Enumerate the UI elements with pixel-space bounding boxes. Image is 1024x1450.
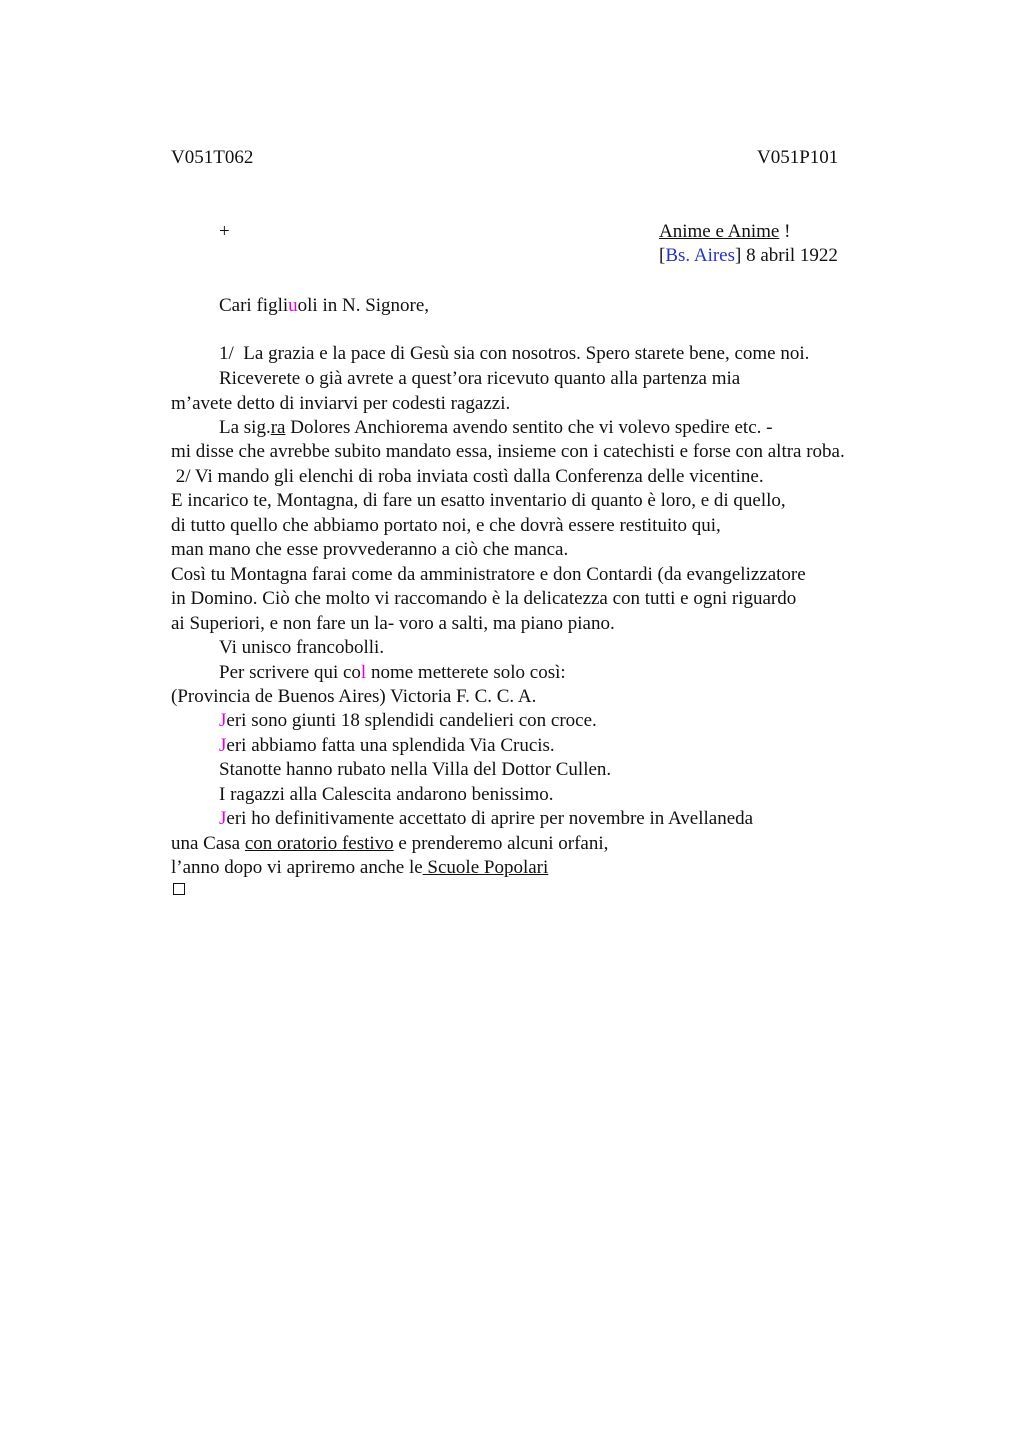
letter-title-suffix: ! <box>779 221 791 242</box>
body-line: man mano che esse provvederanno a ciò che manca. <box>171 539 569 560</box>
body-line: in Domino. Ciò che molto vi raccomando è la delicatezza con tutti e ogni riguardo <box>171 588 797 609</box>
body-line-part: La sig. <box>219 417 271 438</box>
body-line-highlight: l <box>360 662 367 683</box>
body-line: E incarico te, Montagna, di fare un esatto inventario di quanto è loro, e di quello, <box>171 490 786 511</box>
body-line <box>219 807 753 831</box>
body-line: Vi unisco francobolli. <box>219 637 385 658</box>
body-line: ai Superiori, e non fare un la- voro a salti, ma piano piano. <box>171 613 615 634</box>
dateline-bracket-close: ] <box>735 245 742 266</box>
dateline-place: Bs. Aires <box>665 245 736 266</box>
body-line-part: l’anno dopo vi apriremo anche le <box>171 857 423 878</box>
body-line: (Provincia de Buenos Aires) Victoria F. C. C. A. <box>171 686 537 707</box>
body-line-part: e prenderemo alcuni orfani, <box>393 833 609 854</box>
body-line-underlined: ra <box>270 417 286 438</box>
body-line: mi disse che avrebbe subito mandato essa, insieme con i catechisti e forse con altra roba. <box>171 441 845 462</box>
body-line-part: Dolores Anchiorema avendo sentito che vi volevo spedire etc. - <box>285 417 773 438</box>
body-line: 1/ La grazia e la pace di Gesù sia con nosotros. Spero starete bene, come noi. <box>219 343 810 364</box>
body-line-part: eri ho definitivamente accettato di aprire per novembre in Avellaneda <box>226 808 754 829</box>
body-line: m’avete detto di inviarvi per codesti ragazzi. <box>171 393 511 414</box>
end-square-icon <box>173 883 185 895</box>
body-line-underlined: con oratorio festivo <box>244 833 394 854</box>
letter-title <box>659 220 790 244</box>
body-line <box>171 856 548 880</box>
body-line: I ragazzi alla Calescita andarono benissimo. <box>219 784 554 805</box>
body-line <box>219 661 566 685</box>
body-line-part: una Casa <box>171 833 245 854</box>
greeting <box>219 294 429 318</box>
body-line: di tutto quello che abbiamo portato noi, e che dovrà essere restituito qui, <box>171 515 721 536</box>
document-code-right: V051P101 <box>757 147 839 168</box>
body-line <box>219 734 555 758</box>
dateline-date: 8 abril 1922 <box>741 245 838 266</box>
body-line: 2/ Vi mando gli elenchi di roba inviata costì dalla Conferenza delle vicentine. <box>171 466 764 487</box>
dateline-bracket-open: [ <box>659 245 666 266</box>
cross-mark: + <box>219 221 230 242</box>
body-line-part: Per scrivere qui co <box>219 662 361 683</box>
dateline <box>659 244 838 268</box>
body-line <box>219 416 772 440</box>
body-line-part: eri sono giunti 18 splendidi candelieri con croce. <box>226 710 597 731</box>
body-line-part: nome metterete solo così: <box>366 662 566 683</box>
body-line: Riceverete o già avrete a quest’ora ricevuto quanto alla partenza mia <box>219 368 741 389</box>
greeting-highlight: u <box>288 295 298 316</box>
body-line-highlight: J <box>219 710 227 731</box>
body-line-part: eri abbiamo fatta una splendida Via Crucis. <box>226 735 555 756</box>
document-code-left: V051T062 <box>171 147 254 168</box>
body-line <box>171 832 608 856</box>
body-line-highlight: J <box>219 808 227 829</box>
greeting-part: oli in N. Signore, <box>297 295 430 316</box>
body-line-highlight: J <box>219 735 227 756</box>
body-line: Così tu Montagna farai come da amministratore e don Contardi (da evangelizzatore <box>171 564 806 585</box>
body-line-underlined: Scuole Popolari <box>422 857 549 878</box>
greeting-part: Cari figli <box>219 295 289 316</box>
body-line <box>219 709 597 733</box>
body-line: Stanotte hanno rubato nella Villa del Dottor Cullen. <box>219 759 612 780</box>
letter-title-text: Anime e Anime <box>659 221 780 242</box>
